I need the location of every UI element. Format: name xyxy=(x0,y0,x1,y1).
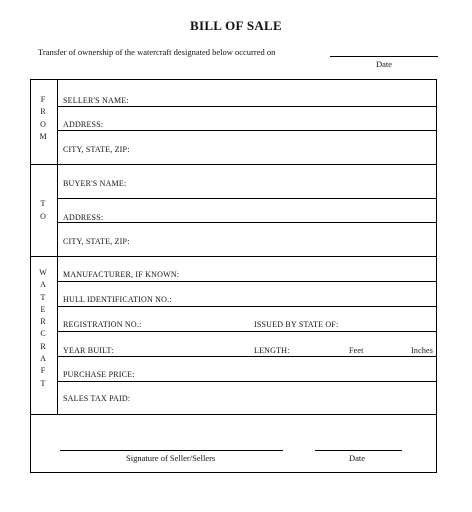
length-inches-label: Inches xyxy=(411,346,434,355)
length-feet-label: Feet xyxy=(349,346,364,355)
manufacturer-field[interactable]: MANUFACTURER, IF KNOWN: xyxy=(63,270,180,279)
registration-field[interactable]: REGISTRATION NO.: xyxy=(63,320,142,329)
buyer-city-state-zip-field[interactable]: CITY, STATE, ZIP: xyxy=(63,237,130,246)
length-field[interactable]: LENGTH: xyxy=(254,346,290,355)
row-divider xyxy=(57,381,437,382)
buyer-name-field[interactable]: BUYER'S NAME: xyxy=(63,179,127,188)
purchase-price-field[interactable]: PURCHASE PRICE: xyxy=(63,370,135,379)
transfer-date-label: Date xyxy=(376,59,393,69)
seller-address-field[interactable]: ADDRESS: xyxy=(63,120,104,129)
seller-signature-line[interactable] xyxy=(60,450,283,451)
hull-id-field[interactable]: HULL IDENTIFICATION NO.: xyxy=(63,295,172,304)
issued-by-state-field[interactable]: ISSUED BY STATE OF: xyxy=(254,320,339,329)
transfer-statement: Transfer of ownership of the watercraft designated below occurred on xyxy=(38,47,276,57)
document-title: BILL OF SALE xyxy=(190,18,282,33)
row-divider xyxy=(57,198,437,199)
row-divider xyxy=(57,106,437,107)
year-built-field[interactable]: YEAR BUILT: xyxy=(63,346,114,355)
row-divider xyxy=(57,281,437,282)
buyer-address-field[interactable]: ADDRESS: xyxy=(63,213,104,222)
from-side-label: F R O M xyxy=(39,95,47,141)
section-divider-to-watercraft xyxy=(30,256,437,257)
section-divider-from-to xyxy=(30,164,437,165)
signature-date-label: Date xyxy=(349,453,366,463)
signature-date-line[interactable] xyxy=(315,450,402,451)
seller-signature-label: Signature of Seller/Sellers xyxy=(126,453,216,463)
section-divider-signature xyxy=(30,414,437,415)
sales-tax-field[interactable]: SALES TAX PAID: xyxy=(63,394,131,403)
to-side-label: T O xyxy=(40,199,46,221)
row-divider xyxy=(57,222,437,223)
transfer-date-line[interactable] xyxy=(330,56,438,57)
watercraft-side-label: W A T E R C R A F T xyxy=(39,268,47,388)
seller-city-state-zip-field[interactable]: CITY, STATE, ZIP: xyxy=(63,145,130,154)
row-divider xyxy=(57,356,437,357)
row-divider xyxy=(57,306,437,307)
row-divider xyxy=(57,130,437,131)
row-divider xyxy=(57,331,437,332)
seller-name-field[interactable]: SELLER'S NAME: xyxy=(63,96,129,105)
